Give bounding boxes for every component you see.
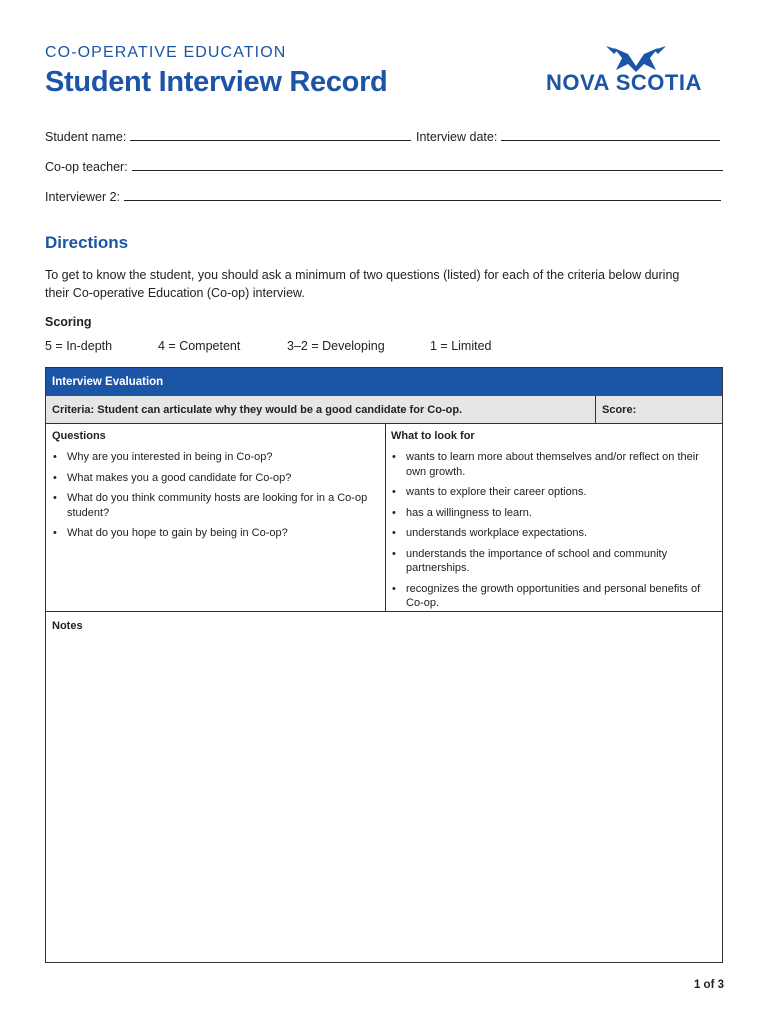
list-item: • What makes you a good candidate for Co-op? <box>50 471 368 486</box>
evaluation-header <box>46 368 722 396</box>
interviewer2-input[interactable] <box>124 199 721 201</box>
directions-text: To get to know the student, you should ask a minimum of two questions (listed) for each of the criteria below during their Co-operative Education (Co-op) interview. <box>45 268 680 300</box>
directions-heading: Directions <box>45 233 129 252</box>
nova-scotia-logo <box>546 44 726 96</box>
student-name-row <box>45 130 411 144</box>
evaluation-header-text: Interview Evaluation <box>52 376 164 388</box>
page-number: 1 of 3 <box>693 979 724 991</box>
criteria-text: Criteria: Student can articulate why they would be a good candidate for Co-op. <box>52 404 463 416</box>
questions-heading: Questions <box>52 430 106 442</box>
score-label: Score: <box>602 404 637 416</box>
look-for-heading: What to look for <box>391 430 475 442</box>
list-item: • understands workplace expectations. <box>389 526 714 541</box>
score-item: 4 = Competent <box>158 339 241 353</box>
score-item: 1 = Limited <box>430 339 492 353</box>
interviewer2-row <box>45 190 721 204</box>
score-item: 5 = In-depth <box>45 339 113 353</box>
interview-evaluation-table <box>45 367 723 963</box>
scoring-label: Scoring <box>45 315 92 329</box>
questions-body <box>46 424 722 612</box>
list-item: • understands the importance of school and community partnerships. <box>389 547 714 576</box>
interview-date-input[interactable] <box>501 139 720 141</box>
look-for-list <box>389 450 714 617</box>
score-item: 3–2 = Developing <box>287 339 385 353</box>
section-kicker: CO-OPERATIVE EDUCATION <box>45 44 287 61</box>
list-item: • Why are you interested in being in Co-op? <box>50 450 368 465</box>
list-item: • recognizes the growth opportunities and personal benefits of Co-op. <box>389 582 714 611</box>
logo-wordmark: NOVA SCOTIA <box>546 70 702 95</box>
coop-teacher-row <box>45 160 723 174</box>
coop-teacher-label: Co-op teacher: <box>45 160 128 174</box>
student-name-label: Student name: <box>45 130 127 144</box>
coop-teacher-input[interactable] <box>132 169 723 171</box>
interview-date-label: Interview date: <box>416 130 498 144</box>
interviewer2-label: Interviewer 2: <box>45 190 121 204</box>
criteria-row <box>46 396 722 424</box>
score-cell[interactable] <box>595 396 637 423</box>
notes-label: Notes <box>52 620 83 632</box>
list-item: • What do you think community hosts are looking for in a Co-op student? <box>50 491 368 520</box>
list-item: • What do you hope to gain by being in Co-op? <box>50 526 368 541</box>
list-item: • wants to explore their career options. <box>389 485 714 500</box>
page-title: Student Interview Record <box>45 66 388 98</box>
interview-date-row <box>416 130 720 144</box>
column-divider <box>385 424 386 611</box>
list-item: • has a willingness to learn. <box>389 506 714 521</box>
list-item: • wants to learn more about themselves and/or reflect on their own growth. <box>389 450 714 479</box>
questions-list <box>50 450 368 547</box>
student-name-input[interactable] <box>130 139 411 141</box>
